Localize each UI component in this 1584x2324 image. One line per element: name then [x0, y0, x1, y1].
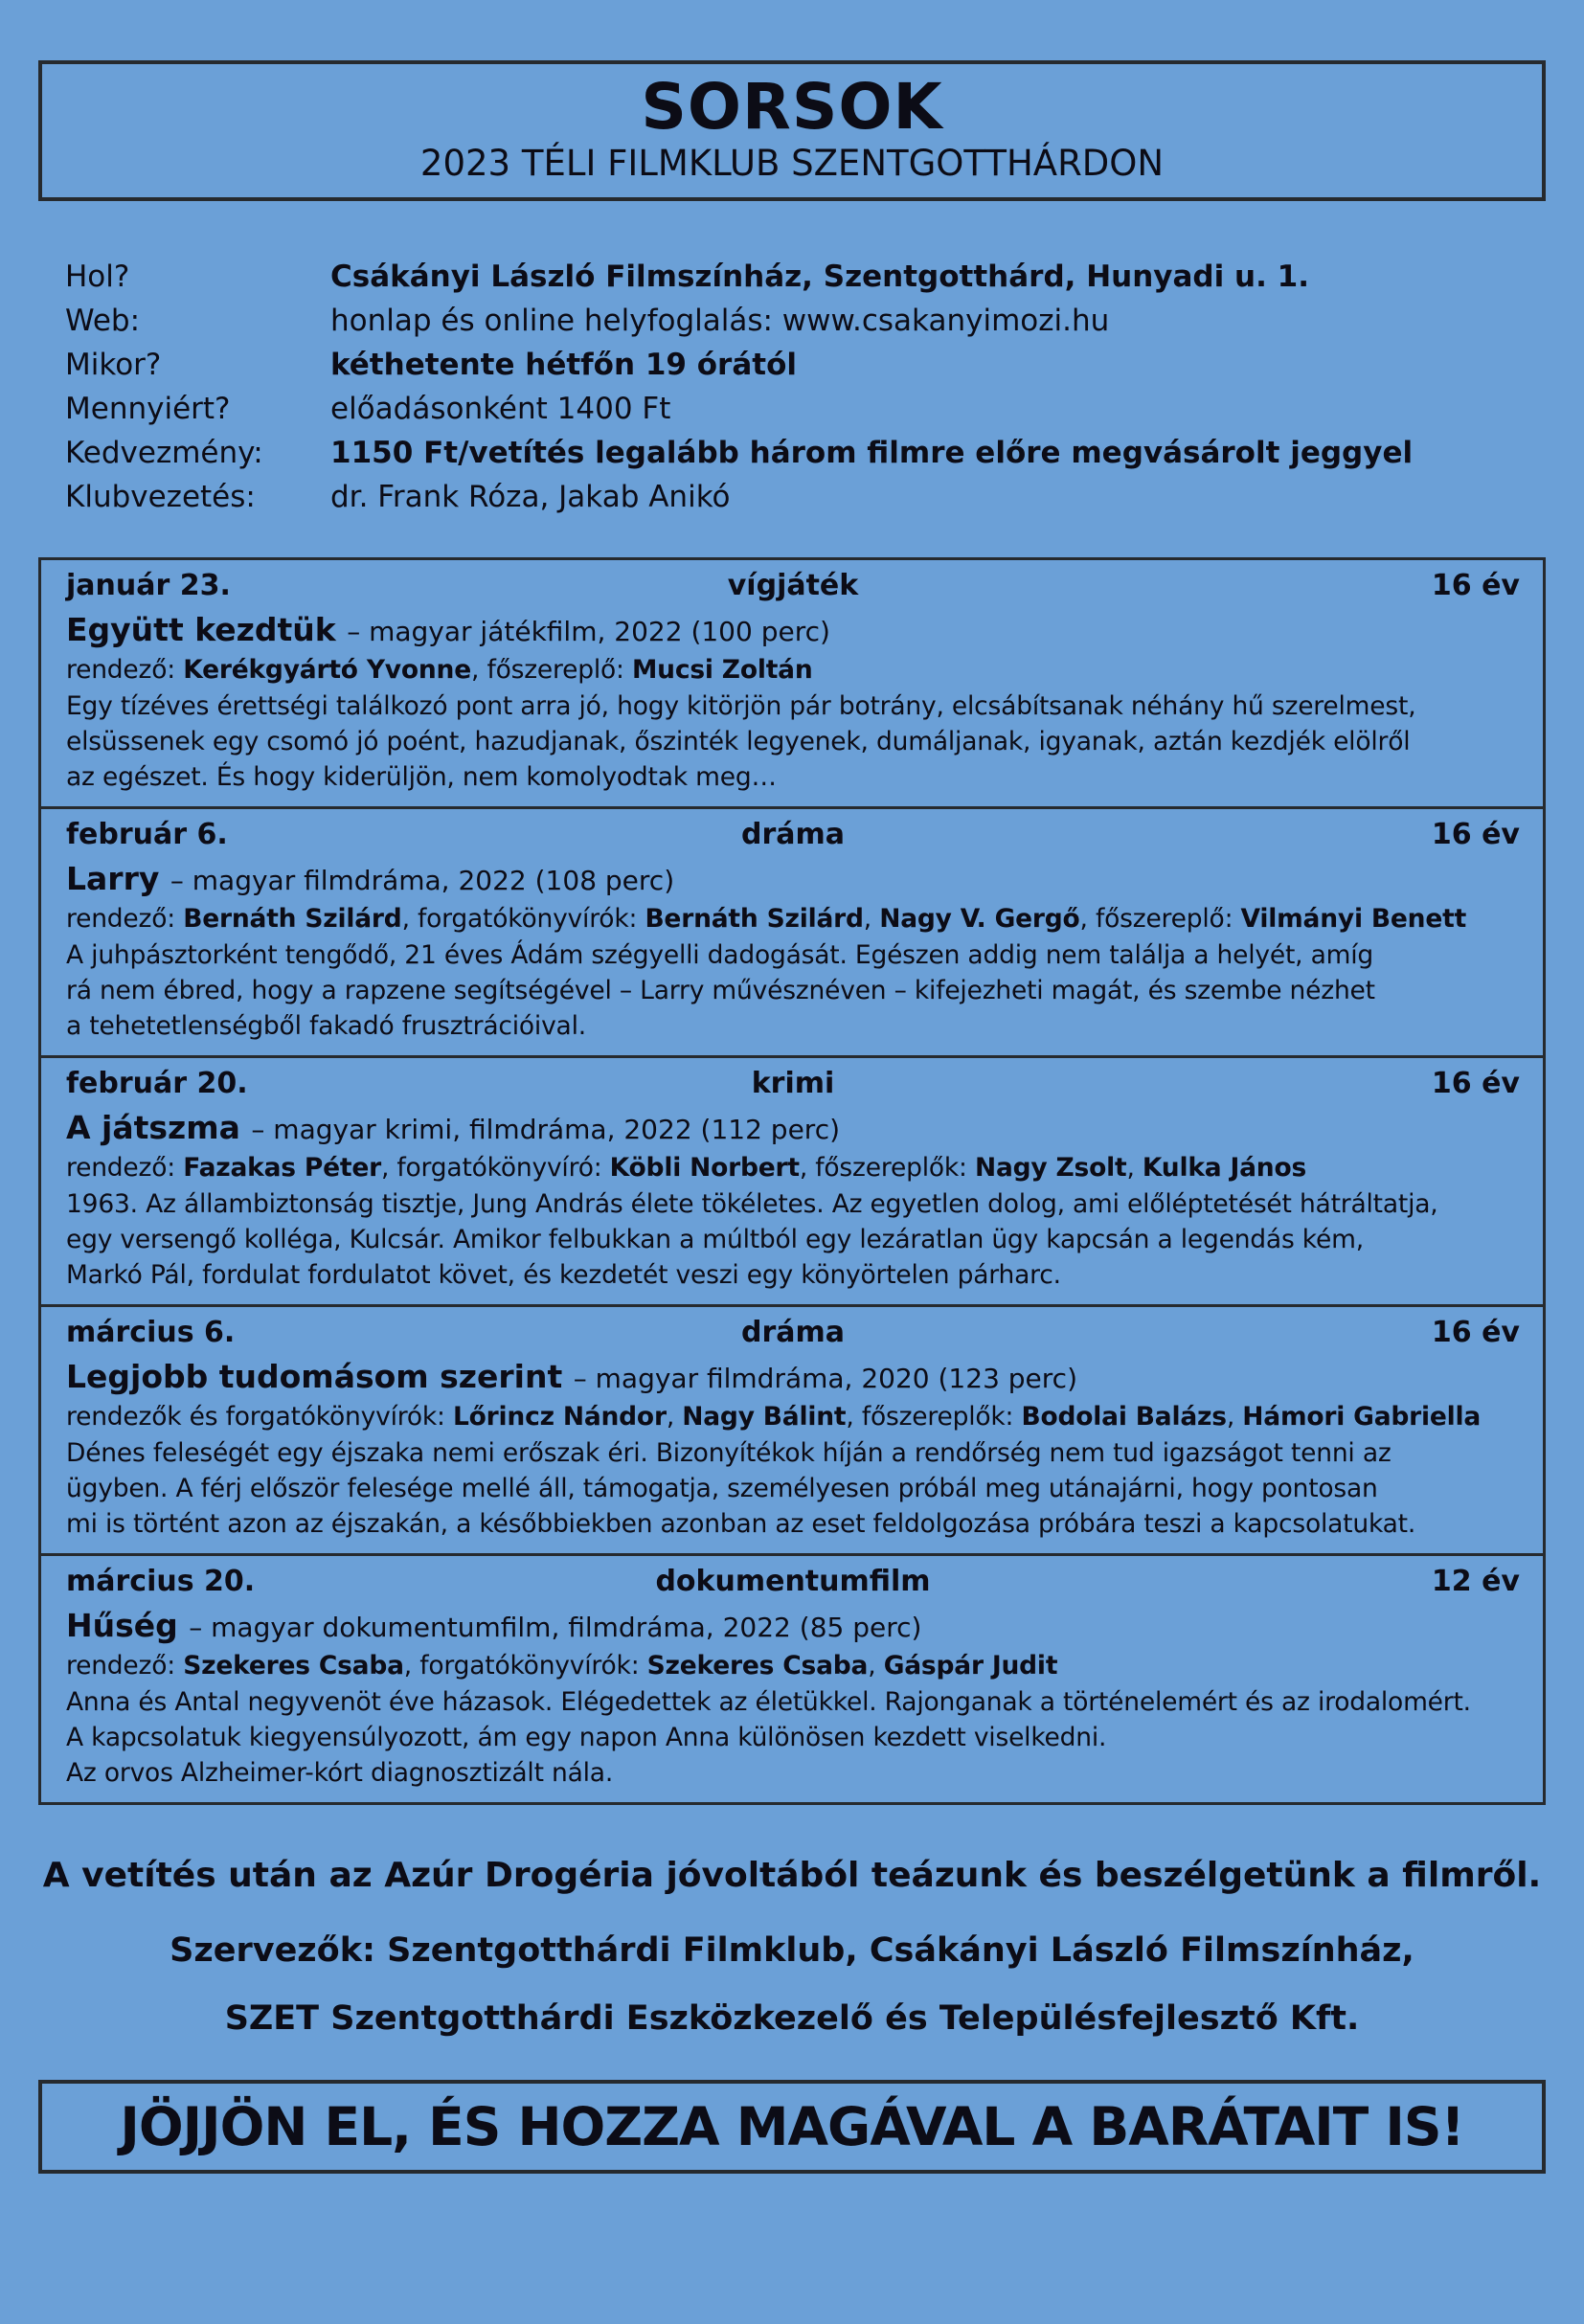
- film-age-rating: 16 év: [1431, 817, 1520, 851]
- film-meta: – magyar filmdráma, 2020 (123 perc): [573, 1362, 1077, 1394]
- credit-name: Köbli Norbert: [609, 1152, 800, 1183]
- film-credits: [66, 901, 1520, 937]
- film-date: március 6.: [66, 1315, 236, 1349]
- film-age-rating: 16 év: [1431, 1315, 1520, 1349]
- film-description: [66, 1684, 1520, 1791]
- film-credits: [66, 1399, 1520, 1435]
- description-line: Az orvos Alzheimer-kórt diagnosztizált nála.: [66, 1757, 614, 1788]
- film-entry-header: [66, 568, 1520, 604]
- film-meta: – magyar dokumentumfilm, filmdráma, 2022 (85 perc): [189, 1611, 922, 1643]
- credit-role: , főszereplő:: [471, 654, 632, 685]
- film-genre: dokumentumfilm: [655, 1564, 931, 1598]
- film-title-line: [66, 859, 1520, 901]
- credit-role: , főszereplő:: [1079, 903, 1241, 934]
- credit-role: ,: [1126, 1152, 1143, 1183]
- film-title: Együtt kezdtük: [66, 610, 348, 648]
- film-description: [66, 1186, 1520, 1293]
- film-description: [66, 1435, 1520, 1542]
- description-line: egy versengő kolléga, Kulcsár. Amikor felbukkan a múltból egy lezáratlan ügy kapcsán a legendás kém,: [66, 1224, 1364, 1254]
- film-credits: [66, 652, 1520, 688]
- info-value: Csákányi László Filmszínház, Szentgotthárd, Hunyadi u. 1.: [330, 259, 1310, 294]
- credit-name: Fazakas Péter: [183, 1152, 381, 1183]
- credit-name: Vilmányi Benett: [1240, 903, 1467, 934]
- description-line: az egészet. És hogy kiderüljön, nem komolyodtak meg…: [66, 761, 777, 792]
- film-title: Larry: [66, 859, 170, 897]
- credit-role: rendező:: [66, 654, 184, 685]
- info-label: Klubvezetés:: [65, 479, 256, 514]
- film-description: [66, 688, 1520, 795]
- credit-name: Lőrincz Nándor: [452, 1401, 667, 1432]
- info-label: Kedvezmény:: [65, 435, 263, 470]
- film-title-line: [66, 610, 1520, 652]
- tea-sponsor-line: A vetítés után az Azúr Drogéria jóvoltából teázunk és beszélgetünk a filmről.: [42, 1855, 1542, 1895]
- film-genre: dráma: [740, 817, 846, 851]
- credit-name: Bodolai Balázs: [1021, 1401, 1227, 1432]
- header-box: [38, 60, 1546, 201]
- info-label: Mikor?: [65, 347, 162, 382]
- film-date: március 20.: [66, 1564, 256, 1598]
- description-line: 1963. Az állambiztonság tisztje, Jung András élete tökéletes. Az egyetlen dolog, ami előléptetését hátráltatja,: [66, 1188, 1438, 1219]
- info-row: [65, 299, 1546, 343]
- film-schedule-table: [38, 557, 1546, 1805]
- credit-name: Nagy V. Gergő: [879, 903, 1080, 934]
- film-meta: – magyar játékfilm, 2022 (100 perc): [347, 615, 830, 647]
- film-entry-header: [66, 817, 1520, 853]
- credit-name: Szekeres Csaba: [183, 1650, 404, 1681]
- film-entry-header: [66, 1315, 1520, 1351]
- description-line: elsüssenek egy csomó jó poént, hazudjanak, őszinték legyenek, dumáljanak, igyanak, aztán kezdjék elölről: [66, 726, 1411, 756]
- description-line: A juhpásztorként tengődő, 21 éves Ádám szégyelli dadogását. Egészen addig nem találja a helyét, amíg: [66, 939, 1374, 970]
- film-title-line: [66, 1606, 1520, 1648]
- info-label: Mennyiért?: [65, 391, 231, 426]
- page-subtitle: 2023 TÉLI FILMKLUB SZENTGOTTHÁRDON: [419, 142, 1165, 184]
- film-age-rating: 16 év: [1431, 568, 1520, 602]
- credit-role: , forgatókönyvíró:: [380, 1152, 610, 1183]
- description-line: A kapcsolatuk kiegyensúlyozott, ám egy napon Anna különösen kezdett viselkedni.: [66, 1722, 1107, 1752]
- info-value: előadásonként 1400 Ft: [330, 391, 671, 426]
- description-line: ügyben. A férj először felesége mellé áll, támogatja, személyesen próbál meg utánajárni, hogy pontosan: [66, 1473, 1378, 1503]
- credit-name: Kulka János: [1142, 1152, 1307, 1183]
- credit-name: Nagy Zsolt: [974, 1152, 1127, 1183]
- invitation-banner: [38, 2080, 1546, 2174]
- info-value: 1150 Ft/vetítés legalább három filmre előre megvásárolt jeggyel: [330, 435, 1414, 470]
- film-title: Legjobb tudomásom szerint: [66, 1357, 574, 1395]
- info-value: kéthetente hétfőn 19 órától: [330, 347, 798, 382]
- organizers-line-2: SZET Szentgotthárdi Eszközkezelő és Településfejlesztő Kft.: [224, 1998, 1360, 2038]
- film-entry: [41, 806, 1543, 1055]
- info-value: honlap és online helyfoglalás: www.csakanyimozi.hu: [330, 303, 1110, 338]
- credit-role: , főszereplők:: [799, 1152, 975, 1183]
- film-genre: krimi: [751, 1066, 835, 1100]
- description-line: Markó Pál, fordulat fordulatot követ, és kezdetét veszi egy könyörtelen párharc.: [66, 1259, 1061, 1290]
- description-line: rá nem ébred, hogy a rapzene segítségével – Larry művésznéven – kifejezheti magát, és szembe nézhet: [66, 975, 1375, 1005]
- film-title: Hűség: [66, 1606, 190, 1644]
- credit-name: Gáspár Judit: [883, 1650, 1058, 1681]
- credit-name: Bernáth Szilárd: [645, 903, 864, 934]
- description-line: Egy tízéves érettségi találkozó pont arra jó, hogy kitörjön pár botrány, elcsábítsanak néhány hű szerelmest,: [66, 690, 1416, 721]
- film-credits: [66, 1150, 1520, 1186]
- page-title: SORSOK: [641, 70, 943, 144]
- description-line: Dénes feleségét egy éjszaka nemi erőszak éri. Bizonyítékok híján a rendőrség nem tud igazságot tenni az: [66, 1437, 1392, 1468]
- credit-role: rendező:: [66, 1650, 184, 1681]
- film-entry-header: [66, 1066, 1520, 1102]
- info-value: dr. Frank Róza, Jakab Anikó: [330, 479, 731, 514]
- description-line: mi is történt azon az éjszakán, a későbbiekben azonban az eset feldolgozása próbára teszi a kapcsolatukat.: [66, 1508, 1416, 1539]
- film-entry: [41, 1304, 1543, 1553]
- info-row: [65, 255, 1546, 299]
- credit-role: , főszereplők:: [846, 1401, 1022, 1432]
- info-row: [65, 343, 1546, 387]
- credit-name: Szekeres Csaba: [646, 1650, 869, 1681]
- info-label: Hol?: [65, 259, 130, 294]
- film-meta: – magyar filmdráma, 2022 (108 perc): [170, 864, 675, 896]
- credit-name: Mucsi Zoltán: [631, 654, 813, 685]
- film-title-line: [66, 1357, 1520, 1399]
- credit-role: ,: [1226, 1401, 1243, 1432]
- invitation-banner-text: JÖJJÖN EL, ÉS HOZZA MAGÁVAL A BARÁTAIT IS!: [120, 2095, 1464, 2157]
- info-row: [65, 387, 1546, 431]
- organizers-line-1: Szervezők: Szentgotthárdi Filmklub, Csákányi László Filmszínház,: [170, 1930, 1414, 1970]
- info-label: Web:: [65, 303, 141, 338]
- film-date: február 6.: [66, 817, 228, 851]
- info-row: [65, 431, 1546, 475]
- film-description: [66, 937, 1520, 1044]
- film-genre: vígjáték: [727, 568, 859, 602]
- film-entry: [41, 1055, 1543, 1304]
- film-date: január 23.: [66, 568, 231, 602]
- credit-role: ,: [863, 903, 880, 934]
- film-credits: [66, 1648, 1520, 1684]
- film-age-rating: 12 év: [1431, 1564, 1520, 1598]
- credit-name: Kerékgyártó Yvonne: [183, 654, 471, 685]
- film-title-line: [66, 1108, 1520, 1150]
- credit-name: Bernáth Szilárd: [183, 903, 402, 934]
- credit-role: rendezők és forgatókönyvírók:: [66, 1401, 453, 1432]
- film-entry: [41, 1553, 1543, 1802]
- credit-role: , forgatókönyvírók:: [401, 903, 645, 934]
- film-date: február 20.: [66, 1066, 248, 1100]
- film-genre: dráma: [740, 1315, 846, 1349]
- info-row: [65, 475, 1546, 519]
- credit-role: rendező:: [66, 903, 184, 934]
- credit-name: Nagy Bálint: [682, 1401, 847, 1432]
- description-line: Anna és Antal negyvenöt éve házasok. Elégedettek az életükkel. Rajonganak a történelemért és az irodalomért.: [66, 1686, 1471, 1717]
- film-entry-header: [66, 1564, 1520, 1600]
- film-club-poster: [0, 60, 1584, 2324]
- film-entry: [41, 560, 1543, 806]
- description-line: a tehetetlenségből fakadó frusztrációival.: [66, 1010, 586, 1041]
- film-meta: – magyar krimi, filmdráma, 2022 (112 perc): [251, 1113, 841, 1145]
- credit-role: ,: [666, 1401, 683, 1432]
- info-section: [65, 255, 1546, 519]
- film-age-rating: 16 év: [1431, 1066, 1520, 1100]
- credit-name: Hámori Gabriella: [1242, 1401, 1482, 1432]
- credit-role: , forgatókönyvírók:: [403, 1650, 647, 1681]
- credit-role: ,: [868, 1650, 884, 1681]
- film-title: A játszma: [66, 1108, 252, 1146]
- credit-role: rendező:: [66, 1152, 184, 1183]
